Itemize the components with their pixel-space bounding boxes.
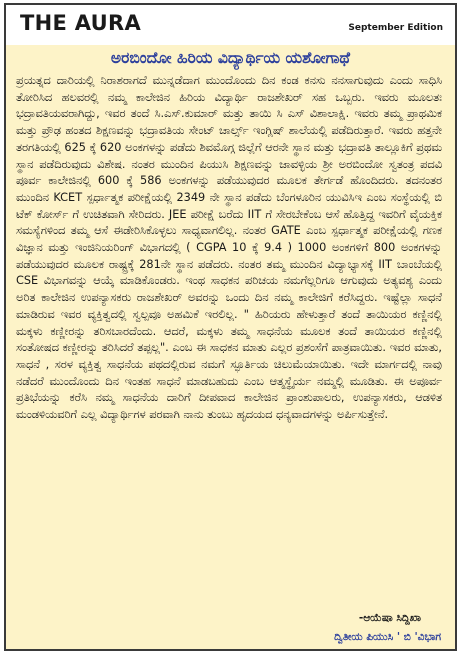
author-name: -ಆಯೆಷಾ ಸಿದ್ದಿಖಾ — [358, 612, 421, 624]
author-class: ದ್ವಿತೀಯ ಪಿಯುಸಿ ' ಬಿ 'ವಿಭಾಗ — [334, 631, 441, 643]
newsletter-page — [4, 3, 457, 651]
article-headline: ಅರಬಿಂದೋ ಹಿರಿಯ ವಿದ್ಯಾರ್ಥಿಯ ಯಶೋಗಾಥೆ — [110, 49, 351, 67]
edition-label: September Edition — [348, 23, 443, 33]
article-body: ಪ್ರಯತ್ನದ ದಾರಿಯಲ್ಲಿ ನಿರಾಶರಾಗದೆ ಮುನ್ನಡೆದಾಗ ಮುಂದೊಂದು ದಿನ ಕಂಡ ಕನಸು ನನಸಾಗುವುದು ಎಂದು ಸಾಧಿಸಿ ತೋರಿಸಿದ ಹಲವರಲ್ಲಿ ನಮ್ಮ ಕಾಲೇಜಿನ ಹಿರಿಯ ವಿದ್ಯಾರ್ಥಿ ರಾಜಶೇಖರ್ ಸಹ ಒಬ್ಬರು. ಇವರು ಮೂಲತಃ ಭದ್ರಾವತಿಯವರಾಗಿದ್ದು, ಇವರ ತಂದೆ ಸಿ.ಎಸ್.ಕುಮಾರ್ ಮತ್ತು ತಾಯಿ ಸಿ ಎಸ್ ವಿಶಾಲಾಕ್ಷಿ. ಇವರು ತಮ್ಮ ಪ್ರಾಥಮಿಕ ಮತ್ತು ಪ್ರೌಢ ಹಂತದ ಶಿಕ್ಷಣವನ್ನು ಭದ್ರಾವತಿಯ ಸೇಂಟ್ ಚಾರ್ಲ್ಸ್ ಇಂಗ್ಲಿಷ್ ಶಾಲೆಯಲ್ಲಿ ಪಡೆದಿರುತ್ತಾರೆ. ಇವರು ಹತ್ತನೇ ತರಗತಿಯಲ್ಲಿ 625 ಕ್ಕೆ 620 ಅಂಕಗಳನ್ನು ಪಡೆದು ಶಿವಮೊಗ್ಗ ಜಿಲ್ಲೆಗೆ ಆರನೇ ಸ್ಥಾನ ಮತ್ತು ಭದ್ರಾವತಿ ತಾಲ್ಲೂಕಿಗೆ ಪ್ರಥಮ ಸ್ಥಾನ ಪಡೆದಿರುವುದು ವಿಶೇಷ. ನಂತರ ಮುಂದಿನ ಪಿಯುಸಿ ಶಿಕ್ಷಣವನ್ನು ಜಾವಳ್ಳಿಯ ಶ್ರೀ ಅರಬಿಂದೋ ಸ್ವತಂತ್ರ ಪದವಿ ಪೂರ್ವ ಕಾಲೇಜಿನಲ್ಲಿ 600 ಕ್ಕೆ 586 ಅಂಕಗಳನ್ನು ಪಡೆಯುವುದರ ಮೂಲಕ ತೇರ್ಗಡೆ ಹೊಂದಿದರು. ತದನಂತರ ಮುಂದಿನ KCET ಸ್ಪರ್ಧಾತ್ಮಕ ಪರೀಕ್ಷೆಯಲ್ಲಿ 2349 ನೇ ಸ್ಥಾನ ಪಡೆದು ಬೆಂಗಳೂರಿನ ಯುವಿಸಿಇ ಎಂಬ ಸಂಸ್ಥೆಯಲ್ಲಿ ಬಿ ಟೆಕ್ ಕೋರ್ಸ್ ಗೆ ಉಚಿತವಾಗಿ ಸೇರಿದರು. JEE ಪರೀಕ್ಷೆ ಬರೆದು IIT ಗೆ ಸೇರಬೇಕೆಂಬ ಆಸೆ ಹೊತ್ತಿದ್ದ ಇವರಿಗೆ ವೈಯಕ್ತಿಕ ಸಮಸ್ಯೆಗಳಿಂದ ತಮ್ಮ ಆಸೆ ಈಡೇರಿಸಿಕೊಳ್ಳಲು ಸಾಧ್ಯವಾಗಲಿಲ್ಲ. ನಂತರ GATE ಎಂಬ ಸ್ಪರ್ಧಾತ್ಮಕ ಪರೀಕ್ಷೆಯಲ್ಲಿ ಗಣಕ ವಿಜ್ಞಾನ ಮತ್ತು ಇಂಜಿನಿಯರಿಂಗ್ ವಿಭಾಗದಲ್ಲಿ ( CGPA 10 ಕ್ಕೆ 9.4 ) 1000 ಅಂಕಗಳಿಗೆ 800 ಅಂಕಗಳನ್ನು ಪಡೆಯುವುದರ ಮೂಲಕ ರಾಷ್ಟ್ರಕ್ಕೆ 281ನೇ ಸ್ಥಾನ ಪಡೆದರು. ನಂತರ ತಮ್ಮ ಮುಂದಿನ ವಿದ್ಯಾಭ್ಯಾಸಕ್ಕೆ IIT ಬಾಂಬೆಯಲ್ಲಿ CSE ವಿಭಾಗವನ್ನು ಆಯ್ಕೆ ಮಾಡಿಕೊಂಡರು. ಇಂಥ ಸಾಧಕನ ಪರಿಚಯ ನಮಗೆಲ್ಲರಿಗೂ ಆಗುವುದು ಅತ್ಯವಶ್ಯ ಎಂದು ಅರಿತ ಕಾಲೇಜಿನ ಉಪನ್ಯಾಸಕರು ರಾಜಶೇಖರ್ ಅವರನ್ನು ಒಂದು ದಿನ ನಮ್ಮ ಕಾಲೇಜಿಗೆ ಕರೆಸಿದ್ದರು. ಇಷ್ಟೆಲ್ಲಾ ಸಾಧನೆ ಮಾಡಿರುವ ಇವರ ವ್ಯಕ್ತಿತ್ವದಲ್ಲಿ ಸ್ವಲ್ಪವೂ ಅಹಮಿಕೆ ಇರಲಿಲ್ಲ. " ಹಿರಿಯರು ಹೇಳುತ್ತಾರೆ ತಂದೆ ತಾಯಿಯರ ಕಣ್ಣಿನಲ್ಲಿ ಮಕ್ಕಳು ಕಣ್ಣೀರನ್ನು ತರಿಸಬಾರದೆಂದು. ಆದರೆ, ಮಕ್ಕಳು ತಮ್ಮ ಸಾಧನೆಯ ಮೂಲಕ ತಂದೆ ತಾಯಿಯರ ಕಣ್ಣಿನಲ್ಲಿ ಸಂತೋಷದ ಕಣ್ಣೀರನ್ನು ತರಿಸಿದರೆ ತಪ್ಪಲ್ಲ". ಎಂಬ ಈ ಸಾಧಕನ ಮಾತು ಎಲ್ಲರ ಪ್ರಶಂಸೆಗೆ ಪಾತ್ರವಾಯಿತು. ಇವರ ಮಾತು, ಸಾಧನೆ , ಸರಳ ವ್ಯಕ್ತಿತ್ವ ಸಾಧನೆಯ ಪಥದಲ್ಲಿರುವ ನಮಗೆ ಸ್ಫೂರ್ತಿಯ ಚಿಲುಮೆಯಾಯಿತು. ಇದೇ ಮಾರ್ಗದಲ್ಲಿ ನಾವು ನಡೆದರೆ ಮುಂದೊಂದು ದಿನ ಇಂತಹ ಸಾಧನೆ ಮಾಡಬಹುದು ಎಂಬ ಆತ್ಮಸ್ಥೈರ್ಯ ನಮ್ಮಲ್ಲಿ ಮೂಡಿತು. ಈ ಅಪೂರ್ವ ಪ್ರತಿಭೆಯನ್ನು ಕರೆಸಿ ನಮ್ಮ ಸಾಧನೆಯ ದಾರಿಗೆ ದೀಪವಾದ ಕಾಲೇಜಿನ ಪ್ರಾಂಶುಪಾಲರು, ಉಪನ್ಯಾಸಕರು, ಆಡಳಿತ ಮಂಡಳಿಯವರಿಗೆ ಎಲ್ಲ ವಿದ್ಯಾರ್ಥಿಗಳ ಪರವಾಗಿ ನಾನು ತುಂಬು ಹೃದಯದ ಧನ್ಯವಾದಗಳನ್ನು ಅರ್ಪಿಸುತ್ತೇನೆ. — [16, 74, 442, 422]
masthead — [6, 5, 455, 45]
newsletter-title: THE AURA — [20, 11, 142, 35]
